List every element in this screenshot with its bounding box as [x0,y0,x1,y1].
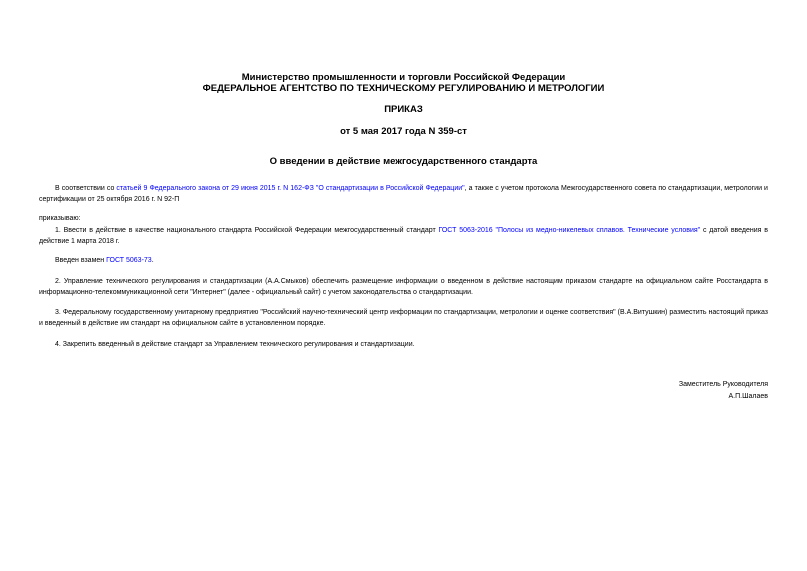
signature-name: А.П.Шалаев [728,393,768,400]
preamble-paragraph [39,183,768,205]
item-4-paragraph: 4. Закрепить введенный в действие стандарт за Управлением технического регулирования и стандартизации. [55,341,415,348]
document-title: О введении в действие межгосударственного стандарта [269,156,538,167]
order-word: приказываю: [39,215,81,222]
federal-law-link[interactable]: статьей 9 Федерального закона от 29 июня 2015 г. N 162-ФЗ "О стандартизации в Российской Федерации" [116,185,465,192]
gost-5063-73-link[interactable]: ГОСТ 5063-73 [106,257,152,264]
gost-5063-2016-link[interactable]: ГОСТ 5063-2016 "Полосы из медно-никелевых сплавов. Технические условия" [438,227,701,234]
item-3-paragraph: 3. Федеральному государственному унитарному предприятию "Российский научно-технический центр информации по стандартизации, метрологии и оценке соответствия" (В.А.Витушкин) разместить настоящий приказ и введенный в действие им стандарт на официальном сайте в установленном порядке. [39,309,768,327]
replaced-standard-paragraph [39,255,768,266]
signature-position: Заместитель Руководителя [678,381,768,388]
item-1-text-end: с датой введения в действие 1 марта 2018 г. [39,227,768,245]
ministry-name: Министерство промышленности и торговли Российской Федерации [241,72,566,83]
replaced-end: . [151,257,154,264]
replaced-text: Введен взамен [55,257,107,264]
document-type: ПРИКАЗ [384,104,423,115]
agency-name: ФЕДЕРАЛЬНОЕ АГЕНТСТВО ПО ТЕХНИЧЕСКОМУ РЕГУЛИРОВАНИЮ И МЕТРОЛОГИИ [202,83,605,94]
preamble-text-end: , а также с учетом протокола Межгосударственного совета по стандартизации, метрологии и сертификации от 25 октября 2016 г. N 92-П [39,185,768,203]
item-1-paragraph [39,225,768,247]
item-2-paragraph: 2. Управление технического регулирования и стандартизации (А.А.Смыков) обеспечить размещение информации о введенном в действие настоящим приказом стандарте на официальном сайте Росстандарта в информационно-телекоммуникационной сети "Интернет" (далее - официальный сайт) с учетом законодательства о стандартизации. [39,278,768,296]
document-date-number: от 5 мая 2017 года N 359-ст [340,126,467,137]
item-1-text-start: 1. Ввести в действие в качестве национального стандарта Российской Федерации межгосударственный стандарт [55,227,439,234]
preamble-text-start: В соответствии со [55,185,117,192]
